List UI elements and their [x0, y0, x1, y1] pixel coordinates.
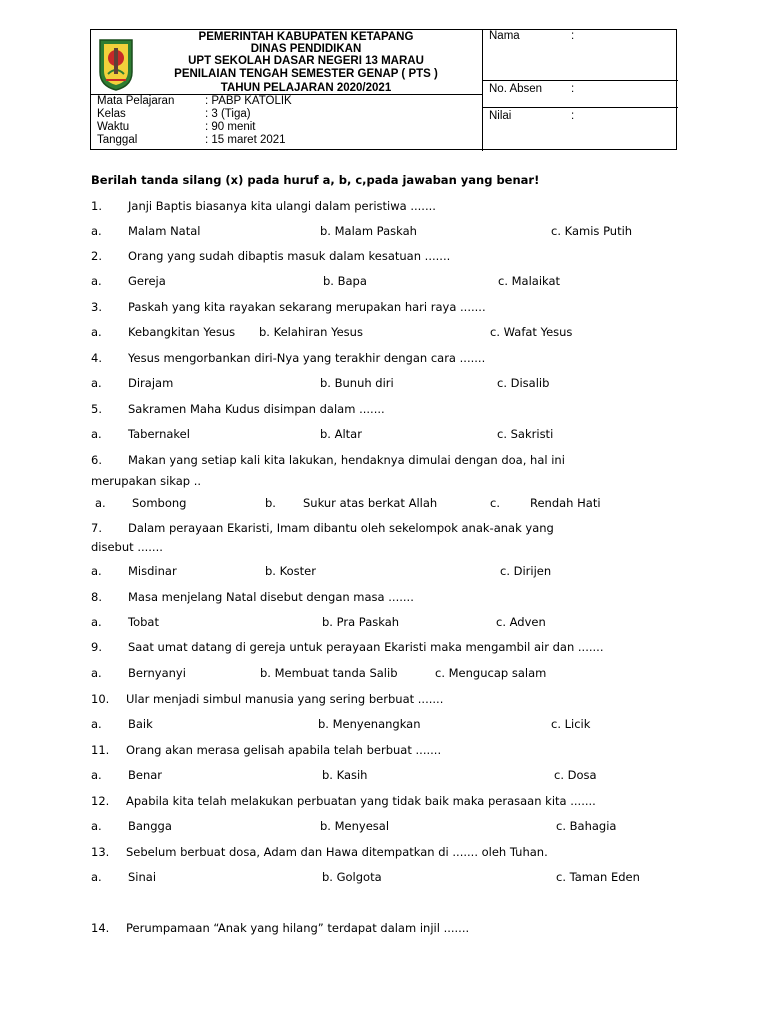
info-value: : PABP KATOLIK: [205, 95, 292, 107]
header-line-exam: PENILAIAN TENGAH SEMESTER GENAP ( PTS ): [174, 68, 438, 80]
option-letter-a: a.: [91, 376, 102, 390]
question-number: 3.: [91, 300, 102, 314]
option-letter-a: a.: [91, 427, 102, 441]
question-number: 13.: [91, 845, 110, 859]
question-text: Dalam perayaan Ekaristi, Imam dibantu oleh sekelompok anak-anak yang: [128, 521, 554, 535]
question-text: Orang akan merasa gelisah apabila telah berbuat .......: [126, 743, 442, 757]
header-title-cell: [91, 30, 483, 95]
question-text: Paskah yang kita rayakan sekarang merupakan hari raya .......: [128, 300, 486, 314]
option-letter-a: a.: [91, 870, 102, 884]
question-number: 5.: [91, 402, 102, 416]
option-a[interactable]: Tabernakel: [128, 427, 190, 441]
option-c[interactable]: c. Wafat Yesus: [490, 325, 573, 339]
option-b[interactable]: Sukur atas berkat Allah: [303, 496, 438, 510]
exam-header-table: [90, 29, 677, 150]
question-number: 7.: [91, 521, 102, 535]
option-a[interactable]: Malam Natal: [128, 224, 201, 238]
score-label: Nilai: [489, 110, 512, 122]
info-label: Kelas: [97, 108, 126, 120]
header-line-department: DINAS PENDIDIKAN: [250, 43, 362, 55]
option-letter-a: a.: [91, 717, 102, 731]
question-number: 1.: [91, 199, 102, 213]
question-text: Janji Baptis biasanya kita ulangi dalam peristiwa .......: [128, 199, 436, 213]
question-text: Perumpamaan “Anak yang hilang” terdapat dalam injil .......: [126, 921, 470, 935]
option-a[interactable]: Benar: [128, 768, 163, 782]
option-a[interactable]: Sombong: [132, 496, 187, 510]
info-label: Mata Pelajaran: [97, 95, 175, 107]
option-b[interactable]: b. Altar: [320, 427, 362, 441]
question-number: 4.: [91, 351, 102, 365]
question-number: 12.: [91, 794, 110, 808]
name-colon: :: [571, 30, 575, 42]
student-identity-cell: [483, 30, 678, 151]
option-b[interactable]: b. Menyenangkan: [318, 717, 421, 731]
question-number: 9.: [91, 640, 102, 654]
option-letter-a: a.: [91, 274, 102, 288]
option-b[interactable]: b. Kasih: [322, 768, 368, 782]
question-number: 14.: [91, 921, 110, 935]
question-text: Saat umat datang di gereja untuk perayaan Ekaristi maka mengambil air dan .......: [128, 640, 604, 654]
option-c[interactable]: c. Malaikat: [498, 274, 561, 288]
option-letter-a: a.: [91, 819, 102, 833]
option-a[interactable]: Kebangkitan Yesus: [128, 325, 236, 339]
header-line-year: TAHUN PELAJARAN 2020/2021: [220, 82, 392, 94]
score-field[interactable]: [483, 108, 678, 151]
question-text: Masa menjelang Natal disebut dengan masa .......: [128, 590, 414, 604]
absence-number-field[interactable]: [483, 81, 678, 108]
option-a[interactable]: Baik: [128, 717, 153, 731]
info-label: Waktu: [97, 121, 130, 133]
question-text: Yesus mengorbankan diri-Nya yang terakhir dengan cara .......: [128, 351, 486, 365]
option-c[interactable]: c. Dirijen: [500, 564, 552, 578]
option-b[interactable]: b. Menyesal: [320, 819, 390, 833]
absence-number-label: No. Absen: [489, 83, 543, 95]
option-letter-a: a.: [91, 768, 102, 782]
question-text: Sebelum berbuat dosa, Adam dan Hawa ditempatkan di ....... oleh Tuhan.: [126, 845, 548, 859]
option-c[interactable]: c. Disalib: [497, 376, 550, 390]
option-c[interactable]: c. Mengucap salam: [435, 666, 547, 680]
header-line-government: PEMERINTAH KABUPATEN KETAPANG: [198, 31, 414, 43]
exam-info-cell: [91, 95, 483, 151]
option-b[interactable]: b. Kelahiran Yesus: [259, 325, 363, 339]
info-value: : 15 maret 2021: [205, 134, 286, 146]
option-b[interactable]: b. Golgota: [322, 870, 382, 884]
option-a[interactable]: Gereja: [128, 274, 166, 288]
question-text: Apabila kita telah melakukan perbuatan yang tidak baik maka perasaan kita .......: [126, 794, 596, 808]
option-letter-a: a.: [91, 666, 102, 680]
info-label: Tanggal: [97, 134, 138, 146]
question-text-continued: disebut .......: [91, 540, 163, 554]
option-b[interactable]: b. Pra Paskah: [322, 615, 400, 629]
option-letter-a: a.: [91, 615, 102, 629]
info-value: : 90 menit: [205, 121, 256, 133]
absence-number-colon: :: [571, 83, 575, 95]
option-letter-a: a.: [91, 224, 102, 238]
option-a[interactable]: Dirajam: [128, 376, 174, 390]
option-letter-a: a.: [95, 496, 106, 510]
option-c[interactable]: c. Sakristi: [497, 427, 554, 441]
option-a[interactable]: Misdinar: [128, 564, 177, 578]
question-text: Orang yang sudah dibaptis masuk dalam kesatuan .......: [128, 249, 451, 263]
name-field[interactable]: [483, 30, 678, 81]
question-number: 10.: [91, 692, 110, 706]
info-value: : 3 (Tiga): [205, 108, 251, 120]
option-c[interactable]: Rendah Hati: [530, 496, 601, 510]
option-c[interactable]: c. Bahagia: [556, 819, 617, 833]
header-line-school: UPT SEKOLAH DASAR NEGERI 13 MARAU: [188, 55, 424, 67]
option-letter-c: c.: [490, 496, 500, 510]
question-number: 11.: [91, 743, 110, 757]
question-text: Sakramen Maha Kudus disimpan dalam .......: [128, 402, 385, 416]
option-a[interactable]: Bangga: [128, 819, 172, 833]
question-number: 2.: [91, 249, 102, 263]
option-c[interactable]: c. Taman Eden: [556, 870, 640, 884]
instruction-text: Berilah tanda silang (x) pada huruf a, b, c,pada jawaban yang benar!: [91, 173, 540, 187]
option-b[interactable]: b. Bapa: [323, 274, 367, 288]
option-a[interactable]: Sinai: [128, 870, 157, 884]
score-colon: :: [571, 110, 575, 122]
option-a[interactable]: Bernyanyi: [128, 666, 186, 680]
question-text: Ular menjadi simbul manusia yang sering berbuat .......: [126, 692, 444, 706]
option-c[interactable]: c. Adven: [496, 615, 546, 629]
option-letter-b: b.: [265, 496, 276, 510]
question-text: Makan yang setiap kali kita lakukan, hendaknya dimulai dengan doa, hal ini: [128, 453, 565, 467]
question-number: 6.: [91, 453, 102, 467]
option-b[interactable]: b. Koster: [265, 564, 316, 578]
option-b[interactable]: b. Membuat tanda Salib: [260, 666, 398, 680]
option-b[interactable]: b. Malam Paskah: [320, 224, 417, 238]
option-letter-a: a.: [91, 564, 102, 578]
option-c[interactable]: c. Dosa: [554, 768, 597, 782]
option-c[interactable]: c. Licik: [551, 717, 591, 731]
regency-emblem-logo: [96, 34, 136, 92]
question-text-continued: merupakan sikap ..: [91, 474, 202, 488]
option-b[interactable]: b. Bunuh diri: [320, 376, 394, 390]
option-c[interactable]: c. Kamis Putih: [551, 224, 633, 238]
option-letter-a: a.: [91, 325, 102, 339]
option-a[interactable]: Tobat: [128, 615, 159, 629]
name-label: Nama: [489, 30, 520, 42]
question-number: 8.: [91, 590, 102, 604]
